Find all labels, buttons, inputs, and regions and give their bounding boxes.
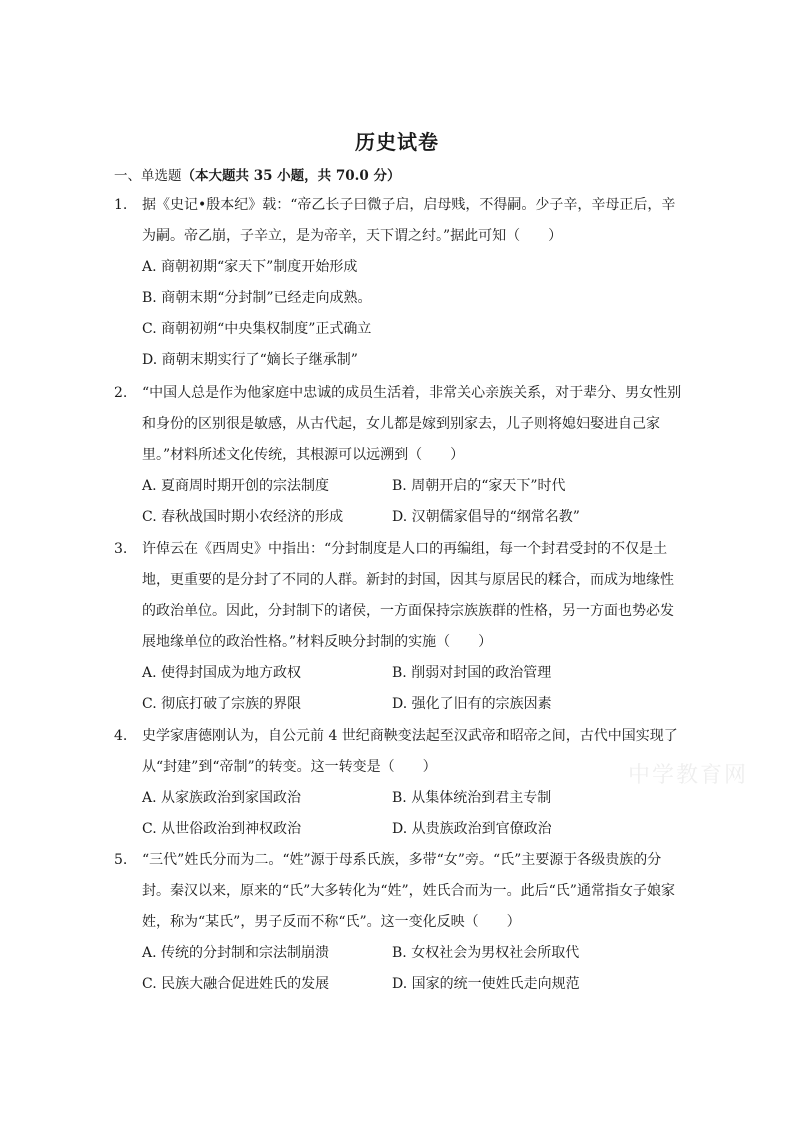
watermark-text: 中学教育网	[628, 763, 749, 788]
question-stem	[114, 190, 686, 252]
option-c[interactable]: C. 民族大融合促进姓氏的发展	[142, 976, 330, 992]
option-c[interactable]: C. 春秋战国时期小农经济的形成	[142, 509, 344, 525]
question-text: “三代”姓氏分而为二。“姓”源于母系氏族，多带“女”旁。“氏”主要源于各级贵族的分封。秦汉以来，原来的“氏”大多转化为“姓”，姓氏合而为一。此后“氏”通常指女子娘家姓，称为“某氏”，男子反而不称“氏”。这一变化反映（ ）	[142, 852, 675, 930]
option-a[interactable]: A. 传统的分封制和宗法制崩溃	[142, 945, 330, 961]
question-stem	[114, 845, 686, 938]
option-list	[114, 658, 686, 720]
option-row	[142, 814, 686, 845]
option-d[interactable]: D. 国家的统一使姓氏走向规范	[392, 976, 580, 992]
question-text: 许倬云在《西周史》中指出：“分封制度是人口的再编组，每一个封君受封的不仅是土地，更重要的是分封了不同的人群。新封的封国，因其与原居民的糅合，而成为地缘性的政治单位。因此，分封制下的诸侯，一方面保持宗族族群的性格，另一方面也势必发展地缘单位的政治性格。”材料反映分封制的实施（ ）	[142, 541, 674, 650]
option-a[interactable]: A. 从家族政治到家国政治	[142, 790, 302, 806]
option-d[interactable]: D. 汉朝儒家倡导的“纲常名教”	[392, 509, 580, 525]
question-stem	[114, 534, 686, 658]
option-list	[114, 471, 686, 533]
option-b[interactable]: B. 从集体统治到君主专制	[392, 790, 552, 806]
question-2	[114, 378, 686, 533]
option-row	[142, 502, 686, 533]
option-list	[114, 783, 686, 845]
option-a[interactable]: A. 夏商周时期开创的宗法制度	[142, 478, 330, 494]
option-b[interactable]: B. 女权社会为男权社会所取代	[392, 945, 580, 961]
question-stem	[114, 721, 686, 783]
question-number: 1.	[114, 197, 128, 213]
page-title: 历史试卷	[355, 130, 439, 154]
question-stem	[114, 378, 686, 471]
section-detail: （本大题共 35 小题，共 70.0 分）	[181, 168, 401, 184]
option-a[interactable]: A. 使得封国成为地方政权	[142, 665, 302, 681]
option-row	[142, 969, 686, 1000]
question-5	[114, 845, 686, 1000]
option-d[interactable]: D. 商朝末期实行了“嫡长子继承制”	[142, 352, 358, 368]
option-b[interactable]: B. 削弱对封国的政治管理	[392, 665, 552, 681]
question-4	[114, 721, 686, 845]
question-number: 3.	[114, 541, 128, 557]
question-text: 史学家唐德刚认为，自公元前 4 世纪商鞅变法起至汉武帝和昭帝之间，古代中国实现了从“封建”到“帝制”的转变。这一转变是（ ）	[142, 728, 678, 775]
question-number: 4.	[114, 728, 128, 744]
question-number: 5.	[114, 852, 128, 868]
option-row	[142, 938, 686, 969]
option-c[interactable]: C. 从世俗政治到神权政治	[142, 821, 302, 837]
option-list	[114, 938, 686, 1000]
option-d[interactable]: D. 强化了旧有的宗族因素	[392, 696, 552, 712]
option-row	[142, 783, 686, 814]
question-text: “中国人总是作为他家庭中忠诚的成员生活着，非常关心亲族关系，对于辈分、男女性别和身份的区别很是敏感，从古代起，女儿都是嫁到别家去，儿子则将媳妇娶进自己家里。”材料所述文化传统，其根源可以远溯到（ ）	[142, 385, 682, 463]
question-1	[114, 190, 686, 376]
section-label: 一、单选题	[114, 168, 182, 184]
question-text: 据《史记•殷本纪》载：“帝乙长子曰微子启，启母贱，不得嗣。少子辛，辛母正后，辛为嗣。帝乙崩，子辛立，是为帝辛，天下谓之纣。”据此可知（ ）	[142, 197, 676, 244]
option-row	[142, 658, 686, 689]
question-3	[114, 534, 686, 720]
option-row	[142, 471, 686, 502]
option-b[interactable]: B. 周朝开启的“家天下”时代	[392, 478, 566, 494]
option-c[interactable]: C. 商朝初朔“中央集权制度”正式确立	[142, 321, 372, 337]
section-heading	[114, 164, 400, 184]
option-d[interactable]: D. 从贵族政治到官僚政治	[392, 821, 552, 837]
question-number: 2.	[114, 385, 128, 401]
option-b[interactable]: B. 商朝末期“分封制”已经走向成熟。	[142, 290, 372, 306]
option-row	[142, 689, 686, 720]
option-c[interactable]: C. 彻底打破了宗族的界限	[142, 696, 302, 712]
option-list	[114, 252, 686, 376]
option-a[interactable]: A. 商朝初期“家天下”制度开始形成	[142, 259, 358, 275]
